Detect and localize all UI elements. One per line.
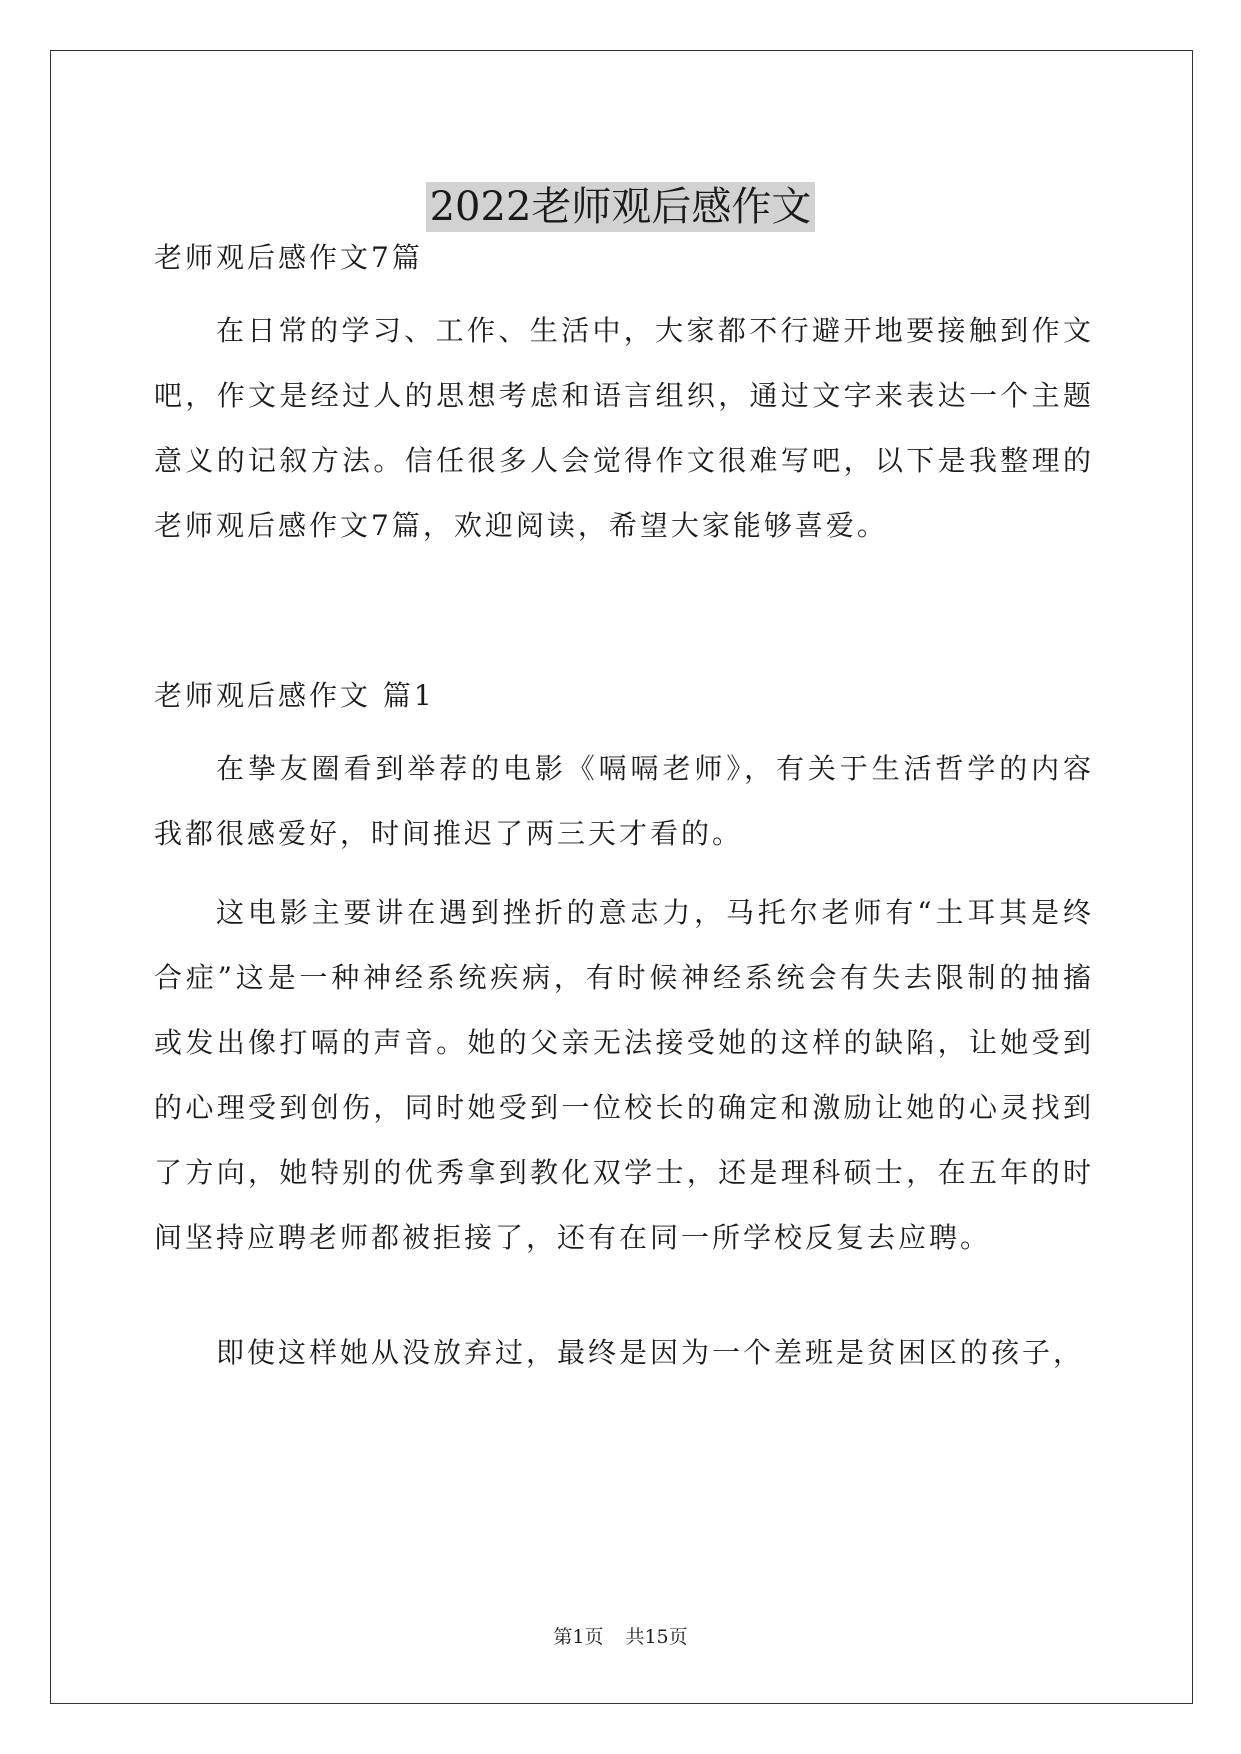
- body-paragraph: 即使这样她从没放弃过，最终是因为一个差班是贫困区的孩子，: [216, 1336, 1085, 1369]
- page-number: 第1页: [553, 1626, 604, 1648]
- page-footer: [0, 1624, 1241, 1650]
- intro-heading: 老师观后感作文7篇: [154, 241, 423, 274]
- intro-paragraph: 在日常的学习、工作、生活中，大家都不行避开地要接触到作文吧，作文是经过人的思想考虑和语言组织，通过文字来表达一个主题意义的记叙方法。信任很多人会觉得作文很难写吧，以下是我整理的老师观后感作文7篇，欢迎阅读，希望大家能够喜爱。: [154, 314, 1094, 542]
- body-paragraph: 在挚友圈看到举荐的电影《嗝嗝老师》，有关于生活哲学的内容我都很感爱好，时间推迟了两三天才看的。: [154, 752, 1094, 850]
- document-title: 2022老师观后感作文: [0, 179, 1241, 235]
- page-total: 共15页: [625, 1626, 688, 1648]
- section-heading: 老师观后感作文 篇1: [154, 679, 435, 712]
- body-paragraph: 这电影主要讲在遇到挫折的意志力，马托尔老师有“土耳其是终合症”这是一种神经系统疾病，有时候神经系统会有失去限制的抽搐或发出像打嗝的声音。她的父亲无法接受她的这样的缺陷，让她受到的心理受到创伤，同时她受到一位校长的确定和激励让她的心灵找到了方向，她特别的优秀拿到教化双学士，还是理科硕士，在五年的时间坚持应聘老师都被拒接了，还有在同一所学校反复去应聘。: [154, 896, 1094, 1254]
